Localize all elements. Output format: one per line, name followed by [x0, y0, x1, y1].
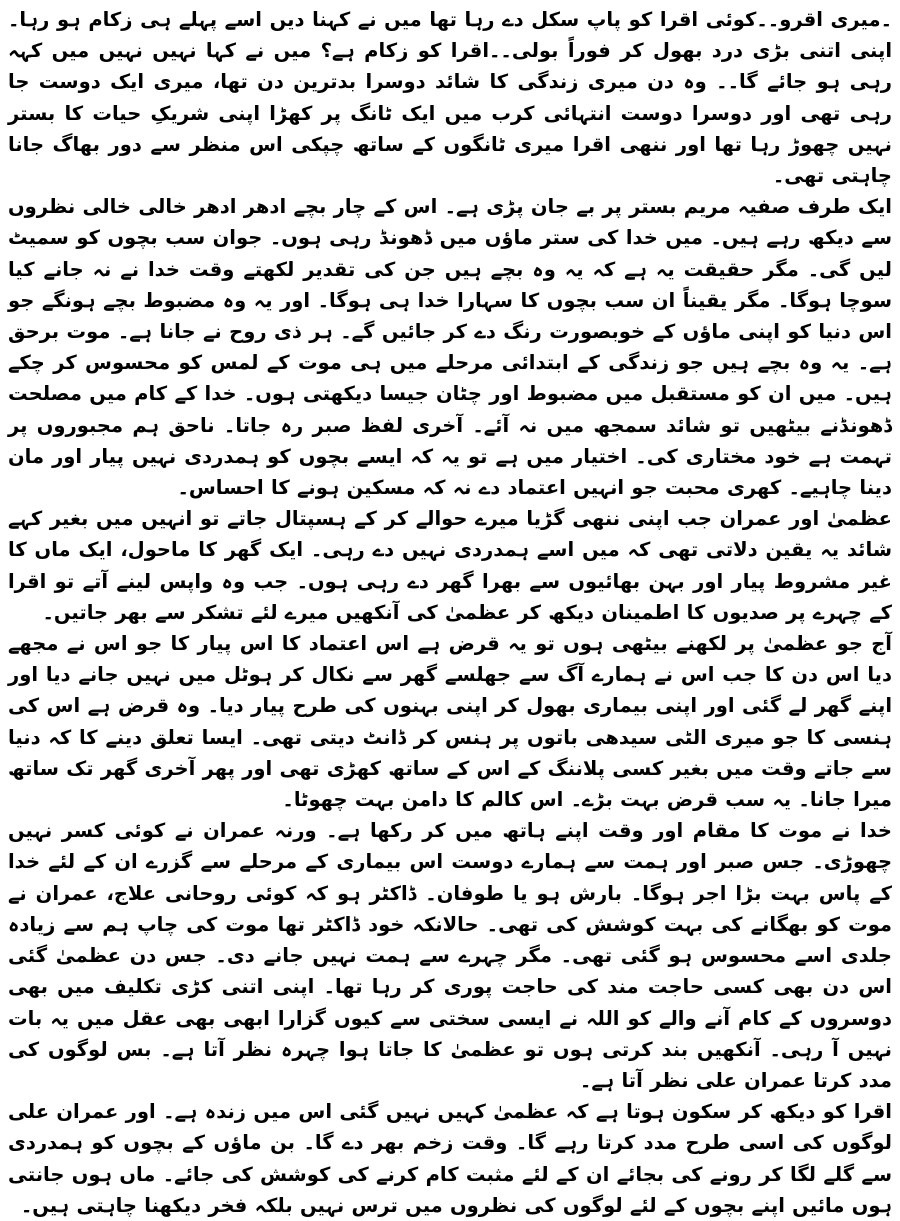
paragraph-6: اقرا کو دیکھ کر سکون ہوتا ہے کہ عظمیٰ کہیں نہیں گئی اس میں زندہ ہے۔ اور عمران علی لوگوں کی اسی طرح مدد کرتا رہے گا۔ وقت زخم بھر دے گا۔ بن ماؤں کے بچوں کو ہمدردی سے گلے لگا کر رونے کی بجائے ان کے لئے مثبت کام کرنے کی کوشش کی جائے۔ ماں ہوں جانتی ہوں مائیں اپنے بچوں کے لئے لوگوں کی نظروں میں ترس نہیں بلکہ فخر دیکھنا چاہتی ہیں۔ — [8, 1100, 892, 1217]
paragraph-4: آج جو عظمیٰ پر لکھنے بیٹھی ہوں تو یہ قرض ہے اس اعتماد کا اس پیار کا جو اس نے مجھے دیا اس دن کا جب اس نے ہمارے آگ سے جھلسے گھر سے نکال کر ہوٹل میں نہیں جانے دیا اور اپنے گھر لے گئی اور اپنی بیماری بھول کر اپنی بہنوں کی طرح پیار دیا۔ وہ قرض ہے اس کی ہنسی کا جو میری الٹی سیدھی باتوں پر ہنس کر ڈانٹ دیتی تھی۔ ایسا تعلق دینے کا کہ دنیا سے جاتے وقت میں بغیر کسی پلاننگ کے اس کے ساتھ کھڑی تھی اور پھر آخری گھر تک ساتھ میرا جانا۔ یہ سب قرض بہت بڑے۔ اس کالم کا دامن بہت چھوٹا۔ — [8, 632, 892, 812]
paragraph-1: ۔میری اقرو۔۔کوئی اقرا کو پاپ سکل دے رہا تھا میں نے کہنا دیں اسے پہلے ہی زکام ہو رہا۔ اپنی اتنی بڑی درد بھول کر فوراً بولی۔۔اقرا کو زکام ہے؟ میں نے کہا نہیں نہیں میں کہہ رہی ہو جائے گا۔۔ وہ دن میری زندگی کا شائد دوسرا بدترین دن تھا، میری ایک دوست جا رہی تھی اور دوسرا دوست انتہائی کرب میں ایک ٹانگ پر کھڑا اپنی شریکِ حیات کا بستر نہیں چھوڑ رہا تھا اور ننھی اقرا میری ٹانگوں کے ساتھ چپکی اس منظر سے دور بھاگ جانا چاہتی تھی۔ — [8, 8, 892, 188]
paragraph-5: خدا نے موت کا مقام اور وقت اپنے ہاتھ میں کر رکھا ہے۔ ورنہ عمران نے کوئی کسر نہیں چھوڑی۔ جس صبر اور ہمت سے ہمارے دوست اس بیماری کے مرحلے سے گزرے ان کے لئے خدا کے پاس بہت بڑا اجر ہوگا۔ بارش ہو یا طوفان۔ ڈاکٹر ہو کہ کوئی روحانی علاج، عمران نے موت کو بھگانے کی بہت کوشش کی تھی۔ حالانکہ خود ڈاکٹر تھا موت کی چاپ ہم سے زیادہ جلدی اسے محسوس ہو گئی تھی۔ مگر چہرے سے ہمت نہیں جانے دی۔ جس دن عظمیٰ گئی اس دن بھی کسی حاجت مند کی حاجت پوری کر رہا تھا۔ اپنی اتنی کڑی تکلیف میں بھی دوسروں کے کام آنے والے کو اللہ نے ایسی سختی سے کیوں گزارا ابھی بھی عقل میں یہ بات نہیں آ رہی۔ آنکھیں بند کرتی ہوں تو عظمیٰ کا جاتا ہوا چہرہ نظر آتا ہے۔ بس لوگوں کی مدد کرتا عمران علی نظر آتا ہے۔ — [8, 819, 892, 1092]
paragraph-2: ایک طرف صفیہ مریم بستر پر بے جان پڑی ہے۔ اس کے چار بچے ادھر ادھر خالی خالی نظروں سے دیکھ رہے ہیں۔ میں خدا کی ستر ماؤں میں ڈھونڈ رہی ہوں۔ جوان سب بچوں کو سمیٹ لیں گی۔ مگر حقیقت یہ ہے کہ یہ وہ بچے ہیں جن کی تقدیر لکھتے وقت خدا نے نہ جانے کیا سوچا ہوگا۔ مگر یقیناً ان سب بچوں کا سہارا خدا ہی ہوگا۔ اور یہ وہ مضبوط بچے ہونگے جو اس دنیا کو اپنی ماؤں کے خوبصورت رنگ دے کر جائیں گے۔ ہر ذی روح نے جانا ہے۔ موت برحق ہے۔ یہ وہ بچے ہیں جو زندگی کے ابتدائی مرحلے میں ہی موت کے لمس کو محسوس کر چکے ہیں۔ میں ان کو مستقبل میں مضبوط اور چٹان جیسا دیکھتی ہوں۔ خدا کے کام میں مصلحت ڈھونڈنے بیٹھیں تو شائد سمجھ میں نہ آئے۔ آخری لفظ صبر رہ جاتا۔ ناحق ہم مجبوروں پر تہمت ہے خود مختاری کی۔ اختیار میں ہے تو یہ کہ ایسے بچوں کو ہمدردی نہیں پیار اور مان دینا چاہیے۔ کھری محبت جو انہیں اعتماد دے نہ کہ مسکین ہونے کا احساس۔ — [8, 195, 892, 500]
paragraph-3: عظمیٰ اور عمران جب اپنی ننھی گڑیا میرے حوالے کر کے ہسپتال جاتے تو انہیں میں بغیر کہے شائد یہ یقین دلاتی تھی کہ میں اسے ہمدردی نہیں دے رہی۔ ایک گھر کا ماحول، ایک ماں کا غیر مشروط پیار اور بہن بھائیوں سے بھرا گھر دے رہی ہوں۔ جب وہ واپس لینے آتے تو اقرا کے چہرے پر صدیوں کا اطمینان دیکھ کر عظمیٰ کی آنکھیں میرے لئے تشکر سے بھر جاتیں۔ — [8, 507, 892, 624]
article-body — [8, 4, 892, 1221]
